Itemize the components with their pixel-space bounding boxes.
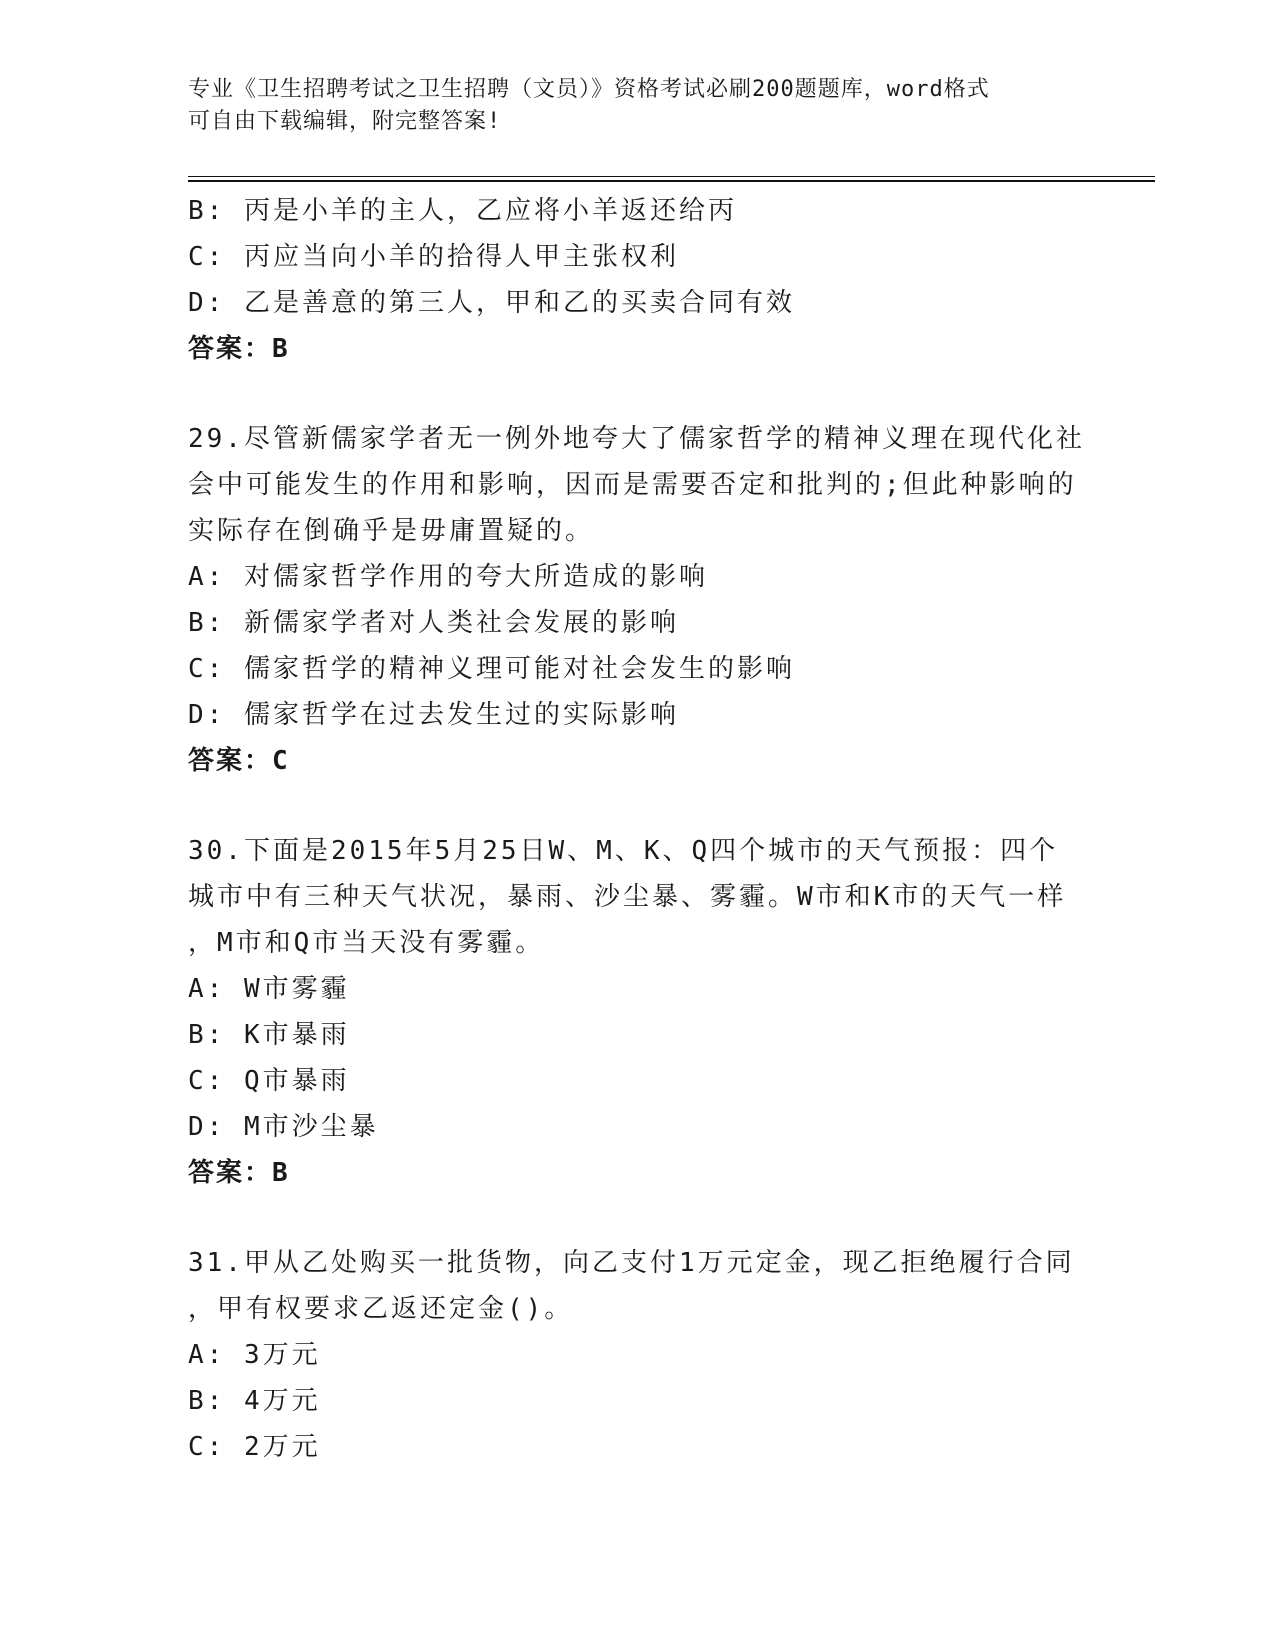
question-stem-line: 30.下面是2015年5月25日W、M、K、Q四个城市的天气预报：四个 — [188, 836, 1059, 866]
option-c: C: 2万元 — [188, 1432, 321, 1462]
page-header — [188, 74, 1068, 138]
question-31 — [188, 1240, 1088, 1470]
question-stem-line: 会中可能发生的作用和影响，因而是需要否定和批判的;但此种影响的 — [188, 470, 1077, 500]
question-stem-line: 29.尽管新儒家学者无一例外地夸大了儒家哲学的精神义理在现代化社 — [188, 424, 1085, 454]
option-a: A: 3万元 — [188, 1340, 321, 1370]
question-stem-line: ，甲有权要求乙返还定金()。 — [188, 1294, 574, 1324]
option-b: B: 4万元 — [188, 1386, 321, 1416]
question-stem-line: 城市中有三种天气状况，暴雨、沙尘暴、雾霾。W市和K市的天气一样 — [188, 882, 1067, 912]
header-divider-thin — [188, 176, 1155, 177]
option-c: C: 丙应当向小羊的拾得人甲主张权利 — [188, 242, 679, 272]
option-d: D: 儒家哲学在过去发生过的实际影响 — [188, 700, 679, 730]
option-a: A: 对儒家哲学作用的夸大所造成的影响 — [188, 562, 708, 592]
answer-line: 答案：C — [188, 746, 290, 776]
header-divider-thick — [188, 180, 1155, 182]
question-30 — [188, 828, 1088, 1196]
question-content — [188, 188, 1088, 1470]
question-29 — [188, 416, 1088, 784]
spacer — [188, 1196, 1088, 1240]
option-c: C: Q市暴雨 — [188, 1066, 350, 1096]
spacer — [188, 372, 1088, 416]
option-d: D: M市沙尘暴 — [188, 1112, 379, 1142]
option-b: B: 丙是小羊的主人，乙应将小羊返还给丙 — [188, 196, 737, 226]
answer-line: 答案：B — [188, 1158, 290, 1188]
option-d: D: 乙是善意的第三人，甲和乙的买卖合同有效 — [188, 288, 795, 318]
header-title-line-1: 专业《卫生招聘考试之卫生招聘（文员）》资格考试必刷200题题库，word格式 — [188, 77, 990, 102]
option-b: B: K市暴雨 — [188, 1020, 350, 1050]
header-title-line-2: 可自由下载编辑，附完整答案! — [188, 109, 502, 134]
answer-line: 答案：B — [188, 334, 290, 364]
spacer — [188, 784, 1088, 828]
question-stem-line: 31.甲从乙处购买一批货物，向乙支付1万元定金，现乙拒绝履行合同 — [188, 1248, 1075, 1278]
question-28 — [188, 188, 1088, 372]
question-stem-line: 实际存在倒确乎是毋庸置疑的。 — [188, 516, 595, 546]
option-a: A: W市雾霾 — [188, 974, 350, 1004]
option-b: B: 新儒家学者对人类社会发展的影响 — [188, 608, 679, 638]
question-stem-line: ，M市和Q市当天没有雾霾。 — [188, 928, 545, 958]
option-c: C: 儒家哲学的精神义理可能对社会发生的影响 — [188, 654, 795, 684]
